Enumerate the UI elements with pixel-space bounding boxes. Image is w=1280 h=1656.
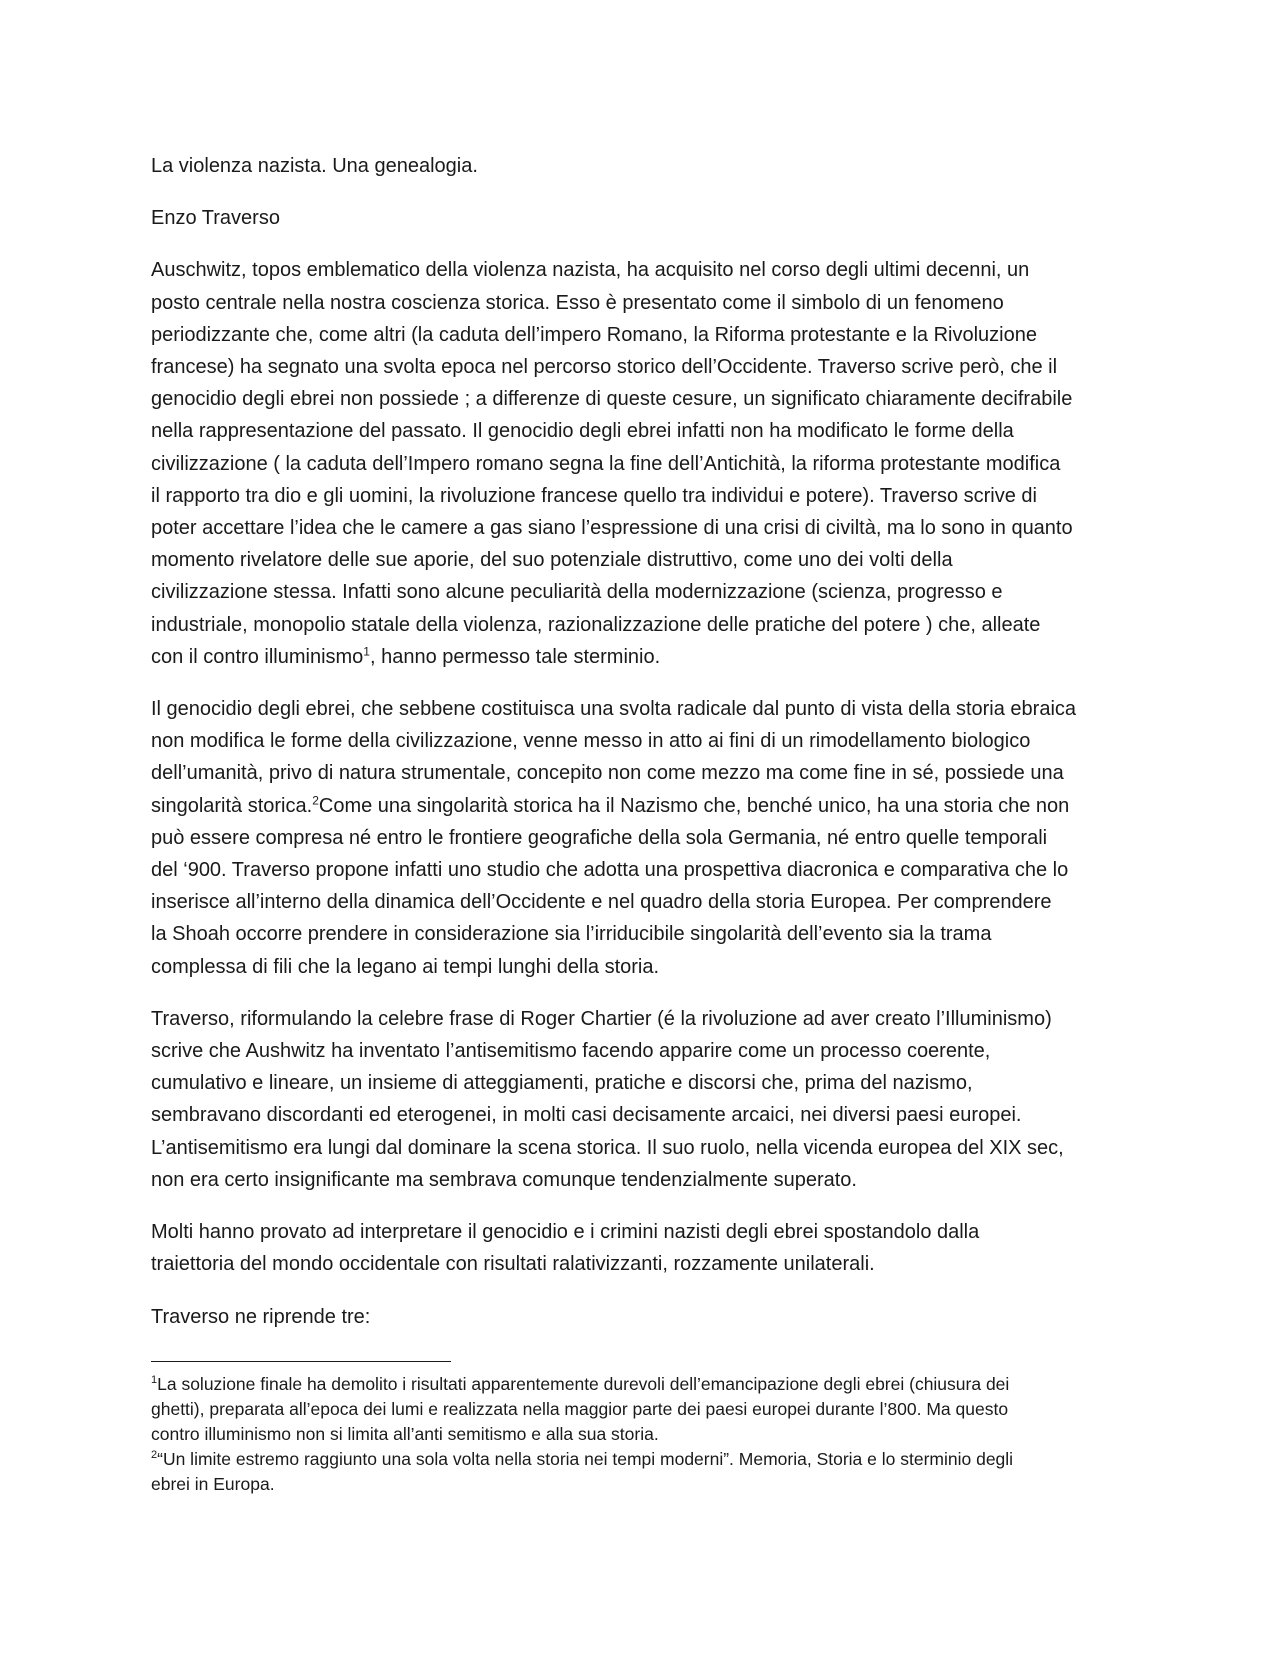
paragraph-5 (151, 1301, 1131, 1333)
paragraph-line (151, 790, 1131, 822)
document-title: La violenza nazista. Una genealogia. (151, 155, 478, 177)
paragraph-line: dell’umanità, privo di natura strumentale, concepito non come mezzo ma come fine in sé, possiede una (151, 762, 1064, 785)
line-text: con il contro illuminismo (151, 645, 364, 668)
footnote-1 (151, 1372, 1131, 1447)
line-text: “Un limite estremo raggiunto una sola volta nella storia nei tempi moderni”. Memoria, Storia e lo sterminio degli (157, 1449, 1014, 1469)
paragraph-line: Traverso, riformulando la celebre frase di Roger Chartier (é la rivoluzione ad aver creato l’Illuminismo) (151, 1007, 1052, 1030)
paragraph-line: momento rivelatore delle sue aporie, del suo potenziale distruttivo, come uno dei volti della (151, 549, 953, 572)
paragraph-line: nella rappresentazione del passato. Il genocidio degli ebrei infatti non ha modificato le forme della (151, 420, 1014, 443)
footnotes (151, 1372, 1131, 1497)
paragraph-line: complessa di fili che la legano ai tempi lunghi della storia. (151, 955, 660, 978)
paragraph-line: poter accettare l’idea che le camere a gas siano l’espressione di una crisi di civiltà, ma lo sono in quanto (151, 517, 1073, 540)
footnote-line (151, 1372, 1131, 1397)
paragraph-line: la Shoah occorre prendere in considerazione sia l’irriducibile singolarità dell’evento sia la trama (151, 923, 992, 946)
footnote-2 (151, 1447, 1131, 1497)
document-author: Enzo Traverso (151, 207, 280, 230)
paragraph-line: può essere compresa né entro le frontiere geografiche della sola Germania, né entro quelle temporali (151, 826, 1048, 849)
paragraph-line: francese) ha segnato una svolta epoca nel percorso storico dell’Occidente. Traverso scrive però, che il (151, 356, 1058, 379)
paragraph-line: sembravano discordanti ed eterogenei, in molti casi decisamente arcaici, nei diversi paesi europei. (151, 1104, 1022, 1127)
paragraph-line (151, 641, 1131, 673)
paragraph-2 (151, 693, 1131, 983)
paragraph-line: del ‘900. Traverso propone infatti uno studio che adotta una prospettiva diacronica e comparativa che lo (151, 859, 1069, 882)
paragraph-line: non era certo insignificante ma sembrava comunque tendenzialmente superato. (151, 1168, 857, 1191)
paragraph-4 (151, 1216, 1131, 1280)
paragraph-line: genocidio degli ebrei non possiede ; a differenze di queste cesure, un significato chiaramente decifrabile (151, 388, 1073, 411)
paragraph-line: traiettoria del mondo occidentale con risultati ralativizzanti, rozzamente unilaterali. (151, 1253, 875, 1276)
paragraph-3 (151, 1003, 1131, 1196)
footnote-line (151, 1447, 1131, 1472)
paragraph-line: industriale, monopolio statale della violenza, razionalizzazione delle pratiche del potere ) che, alleate (151, 613, 1041, 636)
footnote-separator (151, 1361, 451, 1362)
paragraph-line: posto centrale nella nostra coscienza storica. Esso è presentato come il simbolo di un fenomeno (151, 291, 1004, 314)
line-text: Come una singolarità storica ha il Nazismo che, benché unico, ha una storia che non (318, 794, 1070, 817)
line-text: La soluzione finale ha demolito i risultati apparentemente durevoli dell’emancipazione degli ebrei (chiusura dei (157, 1374, 1010, 1394)
paragraph-line: civilizzazione stessa. Infatti sono alcune peculiarità della modernizzazione (scienza, progresso e (151, 581, 1003, 604)
document-body (151, 150, 1131, 1353)
footnote-marker: 2 (151, 1449, 158, 1462)
line-text: singolarità storica. (151, 794, 313, 817)
paragraph-line: scrive che Aushwitz ha inventato l’antisemitismo facendo apparire come un processo coerente, (151, 1040, 991, 1063)
line-text: , hanno permesso tale sterminio. (369, 645, 661, 668)
paragraph-1 (151, 254, 1131, 673)
footnote-line: contro illuminismo non si limita all’anti semitismo e alla sua storia. (151, 1424, 659, 1444)
paragraph-line: civilizzazione ( la caduta dell’Impero romano segna la fine dell’Antichità, la riforma protestante modifica (151, 452, 1061, 475)
footnote-marker: 1 (151, 1374, 158, 1387)
paragraph-line: Molti hanno provato ad interpretare il genocidio e i crimini nazisti degli ebrei spostandolo dalla (151, 1221, 980, 1244)
paragraph-line: il rapporto tra dio e gli uomini, la rivoluzione francese quello tra individui e potere). Traverso scrive di (151, 484, 1037, 507)
paragraph-line: periodizzante che, come altri (la caduta dell’impero Romano, la Riforma protestante e la Rivoluzione (151, 323, 1037, 346)
footnote-line: ghetti), preparata all’epoca dei lumi e realizzata nella maggior parte dei paesi europei durante l’800. Ma questo (151, 1399, 1009, 1419)
paragraph-line: L’antisemitismo era lungi dal dominare la scena storica. Il suo ruolo, nella vicenda europea del XIX sec, (151, 1136, 1064, 1159)
footnote-ref-2[interactable]: 2 (312, 793, 319, 807)
paragraph-line: Traverso ne riprende tre: (151, 1305, 371, 1328)
paragraph-line: Auschwitz, topos emblematico della violenza nazista, ha acquisito nel corso degli ultimi decenni, un (151, 259, 1030, 282)
paragraph-line: non modifica le forme della civilizzazione, venne messo in atto ai fini di un rimodellamento biologico (151, 730, 1031, 753)
footnote-line: ebrei in Europa. (151, 1474, 275, 1494)
paragraph-line: Il genocidio degli ebrei, che sebbene costituisca una svolta radicale dal punto di vista della storia ebraica (151, 698, 1077, 721)
paragraph-line: cumulativo e lineare, un insieme di atteggiamenti, pratiche e discorsi che, prima del nazismo, (151, 1072, 973, 1095)
paragraph-line: inserisce all’interno della dinamica dell’Occidente e nel quadro della storia Europea. Per comprendere (151, 891, 1052, 914)
footnote-ref-1[interactable]: 1 (363, 644, 370, 659)
